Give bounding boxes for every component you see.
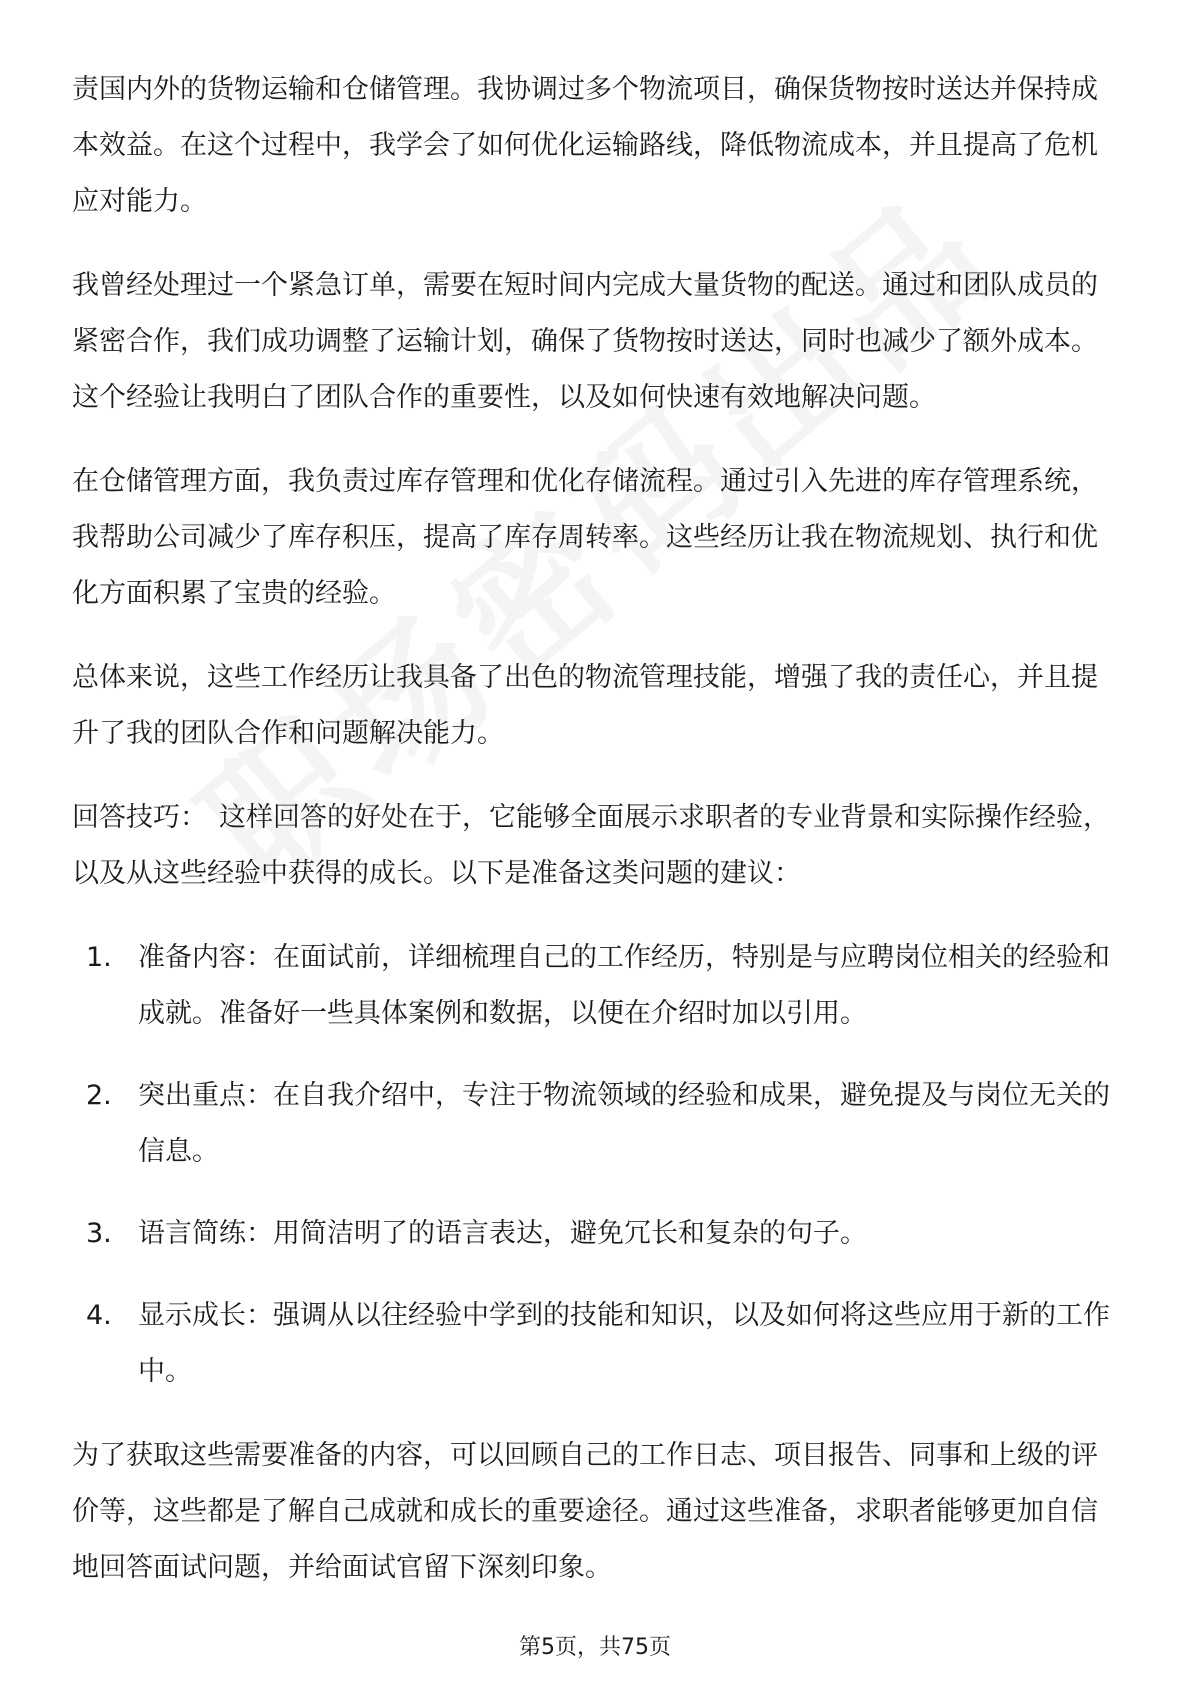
- list-item-number: 2.: [86, 1080, 112, 1111]
- list-item-text: 准备内容：在面试前，详细梳理自己的工作经历，特别是与应聘岗位相关的经验和成就。准备好一些具体案例和数据，以便在介绍时加以引用。: [138, 942, 1110, 1029]
- tips-paragraph: [72, 790, 1118, 902]
- paragraph-closing: 为了获取这些需要准备的内容，可以回顾自己的工作日志、项目报告、同事和上级的评价等，这些都是了解自己成就和成长的重要途径。通过这些准备，求职者能够更加自信地回答面试问题，并给面试官留下深刻印象。: [72, 1440, 1098, 1583]
- list-item: [72, 1068, 1118, 1180]
- list-item: [72, 930, 1118, 1042]
- suggestion-list: [72, 930, 1118, 1400]
- document-body: [72, 62, 1118, 1624]
- list-item-number: 3.: [86, 1218, 112, 1249]
- list-item: [72, 1288, 1118, 1400]
- list-item-text: 显示成长：强调从以往经验中学到的技能和知识，以及如何将这些应用于新的工作中。: [138, 1300, 1110, 1387]
- tips-text: 这样回答的好处在于，它能够全面展示求职者的专业背景和实际操作经验，以及从这些经验中获得的成长。以下是准备这类问题的建议：: [72, 802, 1110, 889]
- list-item-number: 4.: [86, 1300, 112, 1331]
- page-number-footer: 第5页，共75页: [519, 1635, 671, 1660]
- paragraph-summary: 总体来说，这些工作经历让我具备了出色的物流管理技能，增强了我的责任心，并且提升了我的团队合作和问题解决能力。: [72, 662, 1098, 749]
- paragraph-warehouse: 在仓储管理方面，我负责过库存管理和优化存储流程。通过引入先进的库存管理系统，我帮助公司减少了库存积压，提高了库存周转率。这些经历让我在物流规划、执行和优化方面积累了宝贵的经验。: [72, 466, 1098, 609]
- list-item-number: 1.: [86, 942, 112, 973]
- tips-label: 回答技巧：: [72, 802, 207, 833]
- list-item-text: 语言简练：用简洁明了的语言表达，避免冗长和复杂的句子。: [138, 1218, 867, 1249]
- paragraph-urgent-order: 我曾经处理过一个紧急订单，需要在短时间内完成大量货物的配送。通过和团队成员的紧密合作，我们成功调整了运输计划，确保了货物按时送达，同时也减少了额外成本。这个经验让我明白了团队合作的重要性，以及如何快速有效地解决问题。: [72, 270, 1098, 413]
- list-item: [72, 1206, 1118, 1262]
- paragraph-experience-intro: 责国内外的货物运输和仓储管理。我协调过多个物流项目，确保货物按时送达并保持成本效益。在这个过程中，我学会了如何优化运输路线，降低物流成本，并且提高了危机应对能力。: [72, 74, 1098, 217]
- list-item-text: 突出重点：在自我介绍中，专注于物流领域的经验和成果，避免提及与岗位无关的信息。: [138, 1080, 1110, 1167]
